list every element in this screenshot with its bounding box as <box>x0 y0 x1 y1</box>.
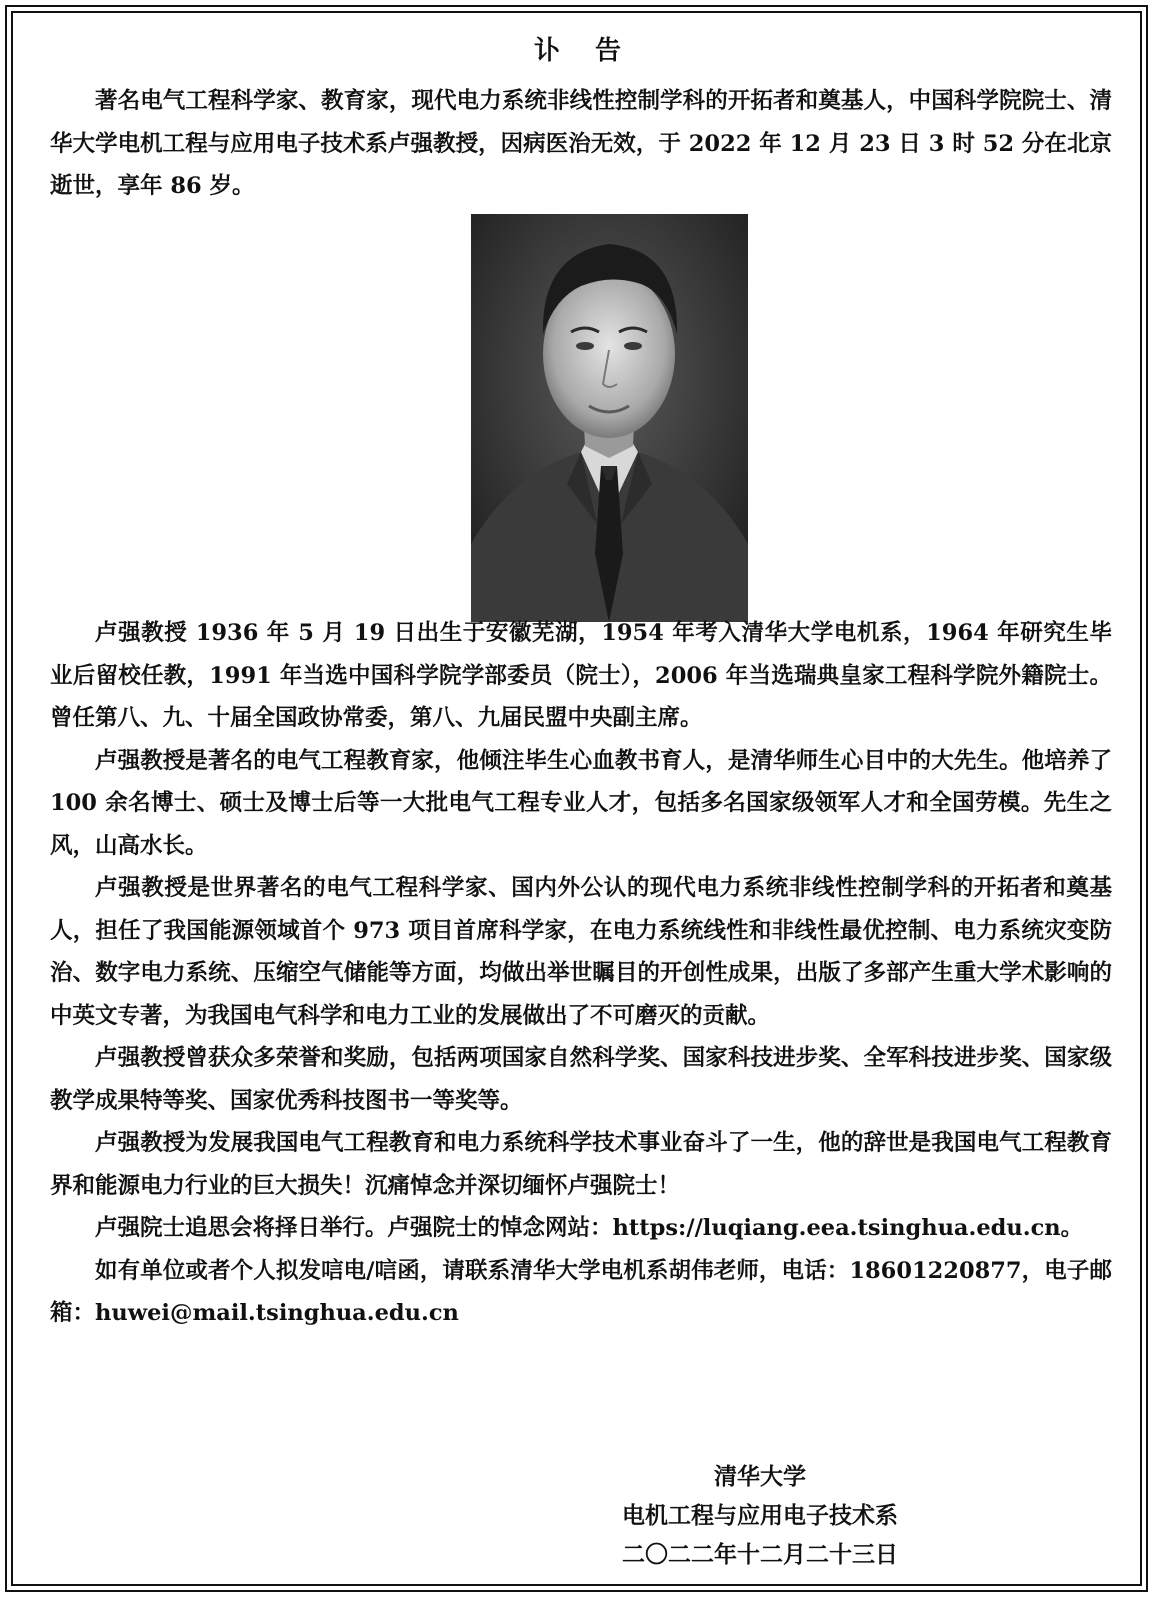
research-paragraph: 卢强教授是世界著名的电气工程科学家、国内外公认的现代电力系统非线性控制学科的开拓者和奠基人，担任了我国能源领域首个 973 项目首席科学家，在电力系统线性和非线性最优控制、电力系统灾变防治、数字电力系统、压缩空气储能等方面，均做出举世瞩目的开创性成果，出版了多部产生重大学术影响的中英文专著，为我国电气科学和电力工业的发展做出了不可磨灭的贡献。 <box>50 875 1112 1029</box>
portrait-photo <box>471 214 748 622</box>
signature-org: 清华大学 <box>714 1464 806 1490</box>
signature-dept: 电机工程与应用电子技术系 <box>622 1503 898 1529</box>
memorial-paragraph: 卢强院士追思会将择日举行。卢强院士的悼念网站：https://luqiang.eea.tsinghua.edu.cn。 <box>95 1215 1084 1241</box>
body-block <box>50 612 1112 1335</box>
honors-paragraph: 卢强教授曾获众多荣誉和奖励，包括两项国家自然科学奖、国家科技进步奖、全军科技进步奖、国家级教学成果特等奖、国家优秀科技图书一等奖等。 <box>50 1045 1112 1114</box>
portrait-illustration <box>471 214 748 622</box>
biography-paragraph: 卢强教授 1936 年 5 月 19 日出生于安徽芜湖，1954 年考入清华大学电机系，1964 年研究生毕业后留校任教，1991 年当选中国科学院学部委员（院士），2006 年当选瑞典皇家工程科学院外籍院士。曾任第八、九、十届全国政协常委，第八、九届民盟中央副主席。 <box>50 620 1112 731</box>
tribute-paragraph: 卢强教授为发展我国电气工程教育和电力系统科学技术事业奋斗了一生，他的辞世是我国电气工程教育界和能源电力行业的巨大损失！沉痛悼念并深切缅怀卢强院士！ <box>50 1130 1112 1199</box>
contact-paragraph: 如有单位或者个人拟发唁电/唁函，请联系清华大学电机系胡伟老师，电话：18601220877，电子邮箱：huwei@mail.tsinghua.edu.cn <box>50 1257 1112 1326</box>
education-paragraph: 卢强教授是著名的电气工程教育家，他倾注毕生心血教书育人，是清华师生心目中的大先生。他培养了 100 余名博士、硕士及博士后等一大批电气工程专业人才，包括多名国家级领军人才和全国劳模。先生之风，山高水长。 <box>50 747 1112 859</box>
intro-paragraph: 著名电气工程科学家、教育家，现代电力系统非线性控制学科的开拓者和奠基人，中国科学院院士、清华大学电机工程与应用电子技术系卢强教授，因病医治无效，于 2022 年 12 月 23 日 3 时 52 分在北京逝世，享年 86 岁。 <box>50 88 1112 199</box>
intro-block <box>50 80 1112 208</box>
page-title: 讣 告 <box>533 36 635 66</box>
signature-date: 二〇二二年十二月二十三日 <box>622 1542 898 1568</box>
